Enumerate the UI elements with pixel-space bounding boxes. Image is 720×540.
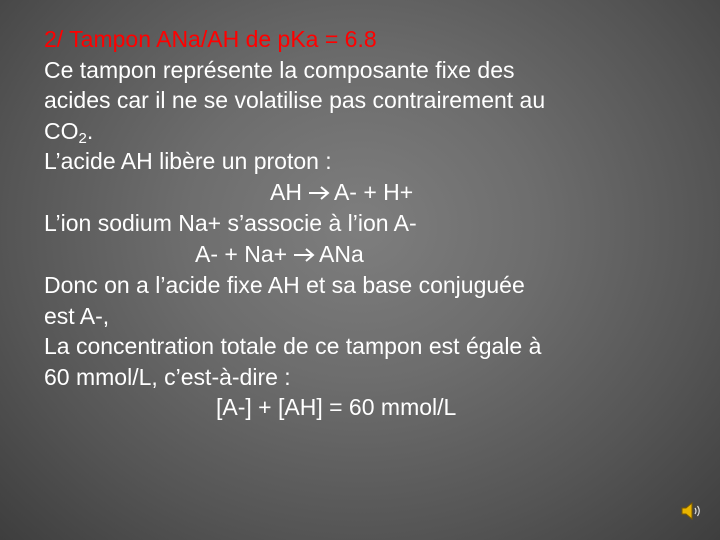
paragraph-line: est A-, bbox=[44, 302, 110, 329]
equation-left: A- + Na+ bbox=[195, 240, 288, 267]
equation-association bbox=[44, 239, 684, 271]
equation-right: ANa bbox=[319, 240, 364, 267]
equation-right: A- + H+ bbox=[333, 178, 414, 205]
co2-text: CO bbox=[44, 117, 79, 144]
equation-left: AH bbox=[270, 178, 302, 205]
speaker-icon[interactable] bbox=[680, 500, 704, 522]
co2-subscript: 2 bbox=[78, 129, 87, 147]
equation-dissociation bbox=[44, 177, 684, 209]
paragraph-line: acides car il ne se volatilise pas contrairement au bbox=[44, 87, 546, 113]
equation-total-concentration: [A-] + [AH] = 60 mmol/L bbox=[216, 394, 457, 420]
paragraph-line: L’ion sodium Na+ s’associe à l’ion A- bbox=[44, 210, 417, 236]
paragraph-line: Donc on a l’acide fixe AH et sa base conjuguée bbox=[44, 272, 525, 298]
paragraph-line: Ce tampon représente la composante fixe des bbox=[44, 56, 515, 83]
right-arrow-icon bbox=[293, 240, 315, 271]
right-arrow-icon bbox=[308, 178, 330, 209]
period: . bbox=[86, 117, 94, 144]
slide-title: 2/ Tampon ANa/AH de pKa = 6.8 bbox=[44, 26, 377, 52]
slide-content bbox=[44, 24, 684, 423]
paragraph-line: La concentration totale de ce tampon est égale à bbox=[44, 333, 542, 359]
co2-line bbox=[44, 116, 684, 147]
paragraph-line: 60 mmol/L, c’est-à-dire : bbox=[44, 363, 291, 390]
paragraph-line: L’acide AH libère un proton : bbox=[44, 148, 332, 174]
